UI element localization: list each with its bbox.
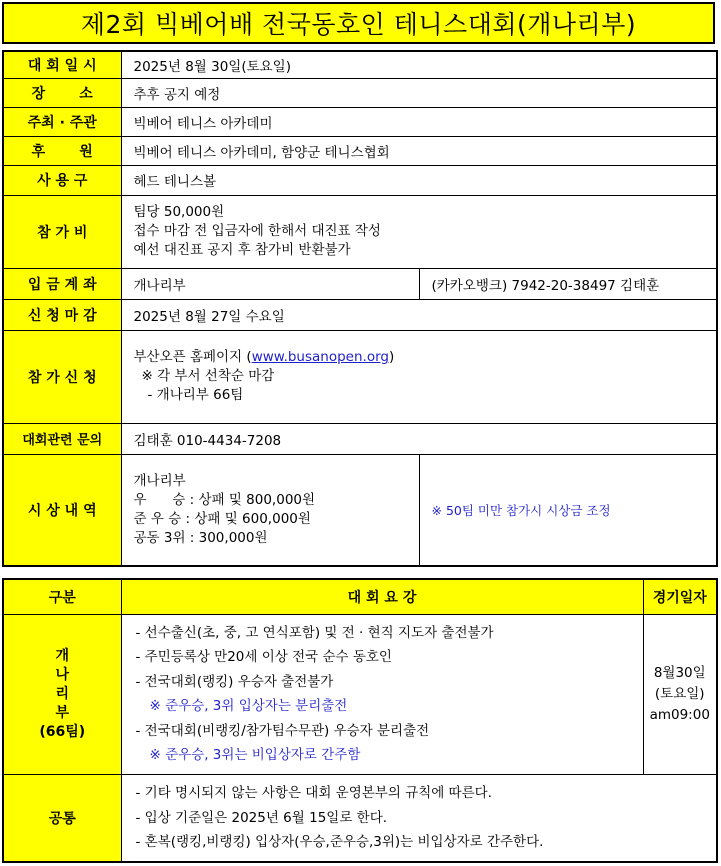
prize-line: 준 우 승 : 상패 및 600,000원 xyxy=(133,510,311,527)
row-date xyxy=(3,51,717,78)
row-account xyxy=(3,268,717,299)
date-label: 대 회 일 시 xyxy=(3,51,121,78)
account-name: 개나리부 xyxy=(121,268,419,299)
row-prize xyxy=(3,454,717,566)
division-count: (66팀) xyxy=(39,723,86,740)
host-label: 주최 · 주관 xyxy=(3,107,121,136)
prize-line: 공동 3위 : 300,000원 xyxy=(133,529,268,546)
match-date-line: am09:00 xyxy=(649,706,710,723)
fee-line: 팀당 50,000원 xyxy=(133,204,225,220)
row-apply xyxy=(3,330,717,423)
rule-item: - 주민등록상 만20세 이상 전국 순수 동호인 xyxy=(135,649,392,665)
page-title: 제2회 빅베어배 전국동호인 테니스대회(개나리부) xyxy=(2,2,715,44)
row-venue xyxy=(3,78,717,107)
division-rules xyxy=(121,614,643,774)
col-date: 경기일자 xyxy=(643,579,717,614)
prize-line: 개나리부 xyxy=(133,472,186,489)
venue-label: 장 소 xyxy=(3,78,121,107)
rule-item: - 전국대회(랭킹) 우승자 출전불가 xyxy=(135,673,334,690)
date-value: 2025년 8월 30일(토요일) xyxy=(121,51,717,78)
common-rules xyxy=(121,774,717,862)
event-info-table xyxy=(2,50,718,567)
sponsor-label: 후 원 xyxy=(3,136,121,165)
division-label xyxy=(3,614,121,774)
row-ball xyxy=(3,165,717,195)
busanopen-link[interactable]: www.busanopen.org xyxy=(251,349,389,365)
prize-line: 우 승 : 상패 및 800,000원 xyxy=(133,491,316,508)
venue-value: 추후 공지 예정 xyxy=(121,78,717,107)
apply-label: 참 가 신 청 xyxy=(3,330,121,423)
fee-line: 접수 마감 전 입금자에 한해서 대진표 작성 xyxy=(133,223,381,239)
rule-item: - 선수출신(초, 중, 고 연식포함) 및 전 · 현직 지도자 출전불가 xyxy=(135,624,494,641)
contact-label: 대회관련 문의 xyxy=(3,423,121,454)
row-common xyxy=(3,774,717,862)
division-char: 나 xyxy=(55,666,70,683)
apply-line-3: - 개나리부 66팀 xyxy=(147,387,244,403)
row-division xyxy=(3,614,717,774)
match-date-line: 8월30일 xyxy=(653,664,706,681)
rule-note: ※ 준우승, 3위 입상자는 분리출전 xyxy=(149,698,348,714)
prize-value xyxy=(121,454,419,566)
col-division: 구분 xyxy=(3,579,121,614)
ball-value: 헤드 테니스볼 xyxy=(121,165,717,195)
prize-note: ※ 50팀 미만 참가시 시상금 조정 xyxy=(419,454,717,566)
row-sponsor xyxy=(3,136,717,165)
division-char: 부 xyxy=(55,704,70,721)
division-char: 개 xyxy=(55,647,70,664)
apply-line-2: ※ 각 부서 선착순 마감 xyxy=(141,368,275,384)
row-fee xyxy=(3,195,717,268)
contact-value: 김태훈 010-4434-7208 xyxy=(121,423,717,454)
division-char: 리 xyxy=(55,685,70,702)
fee-label: 참 가 비 xyxy=(3,195,121,268)
fee-value xyxy=(121,195,717,268)
common-label: 공통 xyxy=(3,774,121,862)
rule-item: - 전국대회(비랭킹/참가팀수무관) 우승자 분리출전 xyxy=(135,722,430,739)
common-rule: - 혼복(랭킹,비랭킹) 입상자(우승,준우승,3위)는 비입상자로 간주한다. xyxy=(135,834,544,850)
match-date xyxy=(643,614,717,774)
deadline-value: 2025년 8월 27일 수요일 xyxy=(121,299,717,330)
common-rule: - 입상 기준일은 2025년 6월 15일로 한다. xyxy=(135,809,388,826)
ball-label: 사 용 구 xyxy=(3,165,121,195)
event-guide-table xyxy=(2,578,718,863)
row-deadline xyxy=(3,299,717,330)
common-rule: - 기타 명시되지 않는 사항은 대회 운영본부의 규칙에 따른다. xyxy=(135,785,492,801)
rule-note: ※ 준우승, 3위는 비입상자로 간주함 xyxy=(149,747,361,763)
apply-suffix: ) xyxy=(388,349,395,365)
fee-line: 예선 대진표 공지 후 참가비 반환불가 xyxy=(133,242,351,258)
host-value: 빅베어 테니스 아카데미 xyxy=(121,107,717,136)
sponsor-value: 빅베어 테니스 아카데미, 함양군 테니스협회 xyxy=(121,136,717,165)
guide-header xyxy=(3,579,717,614)
col-rules: 대 회 요 강 xyxy=(121,579,643,614)
apply-value xyxy=(121,330,717,423)
apply-prefix: 부산오픈 홈페이지 ( xyxy=(133,349,252,365)
prize-label: 시 상 내 역 xyxy=(3,454,121,566)
row-contact xyxy=(3,423,717,454)
apply-line-1 xyxy=(134,348,717,367)
match-date-line: (토요일) xyxy=(654,685,705,702)
account-value: (카카오뱅크) 7942-20-38497 김태훈 xyxy=(419,268,717,299)
account-label: 입 금 계 좌 xyxy=(3,268,121,299)
deadline-label: 신 청 마 감 xyxy=(3,299,121,330)
row-host xyxy=(3,107,717,136)
